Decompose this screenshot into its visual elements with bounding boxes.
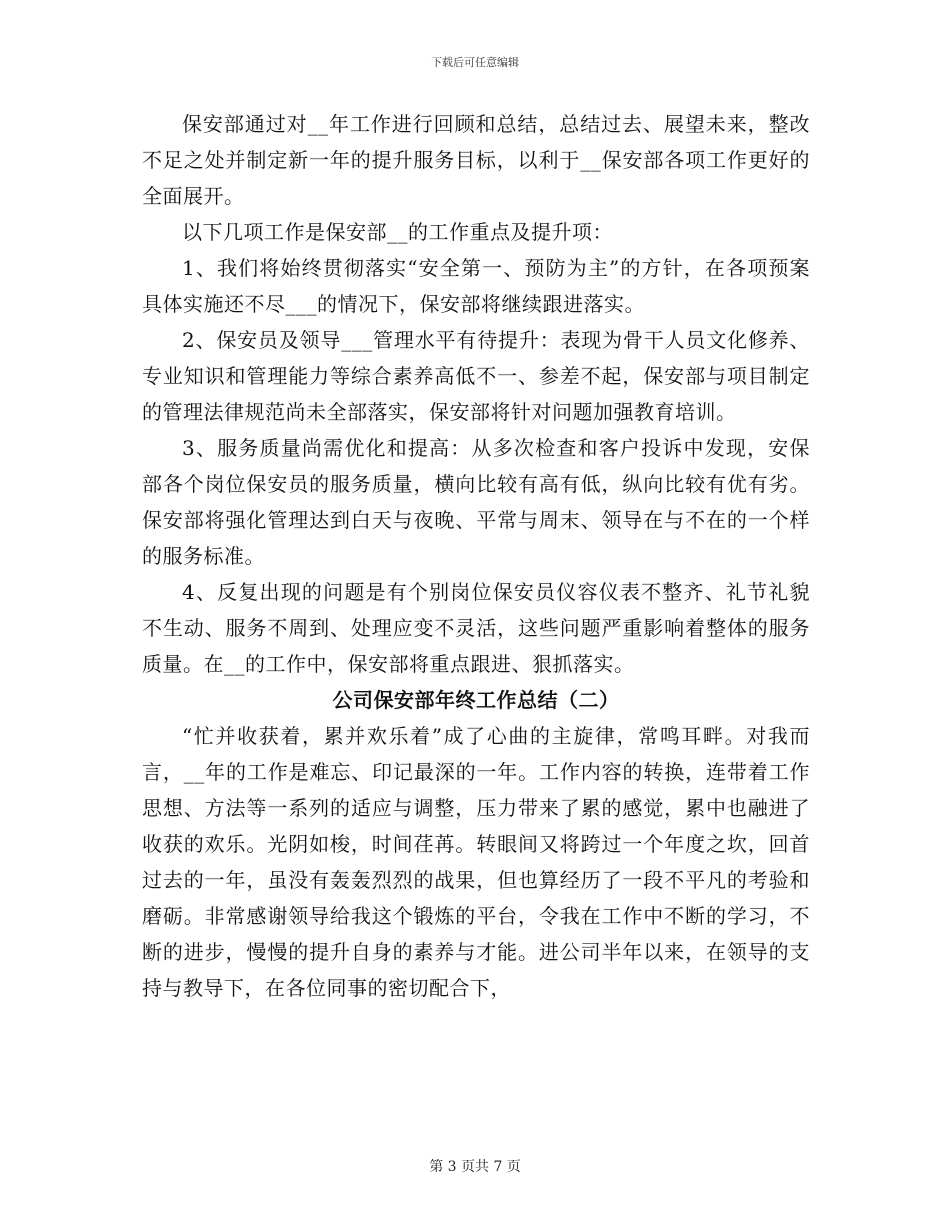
page-header: 下载后可任意编辑 [431,56,519,69]
section-title: 公司保安部年终工作总结（二） [332,688,620,712]
paragraph-item-1: 1、我们将始终贯彻落实“安全第一、预防为主”的方针，在各项预案具体实施还不尽___的情况下，保安部将继续跟进落实。 [142,256,810,316]
paragraph-item-2: 2、保安员及领导___管理水平有待提升：表现为骨干人员文化修养、专业知识和管理能力等综合素养高低不一、参差不起，保安部与项目制定的管理法律规范尚未全部落实，保安部将针对问题加强教育培训。 [142,328,810,424]
paragraph: “忙并收获着，累并欢乐着”成了心曲的主旋律，常鸣耳畔。对我而言，__年的工作是难忘、印记最深的一年。工作内容的转换，连带着工作思想、方法等一系列的适应与调整，压力带来了累的感觉，累中也融进了收获的欢乐。光阴如梭，时间荏苒。转眼间又将跨过一个年度之坎，回首过去的一年，虽没有轰轰烈烈的战果，但也算经历了一段不平凡的考验和磨砺。非常感谢领导给我这个锻炼的平台，令我在工作中不断的学习，不断的进步，慢慢的提升自身的素养与才能。进公司半年以来，在领导的支持与教导下，在各位同事的密切配合下， [142,724,810,1000]
paragraph: 以下几项工作是保安部__的工作重点及提升项： [182,220,613,244]
page-number: 第 3 页共 7 页 [429,1159,521,1175]
document-body [142,106,810,1006]
paragraph-item-4: 4、反复出现的问题是有个别岗位保安员仪容仪表不整齐、礼节礼貌不生动、服务不周到、处理应变不灵活，这些问题严重影响着整体的服务质量。在__的工作中，保安部将重点跟进、狠抓落实。 [142,580,810,676]
paragraph-item-3: 3、服务质量尚需优化和提高：从多次检查和客户投诉中发现，安保部各个岗位保安员的服务质量，横向比较有高有低，纵向比较有优有劣。保安部将强化管理达到白天与夜晚、平常与周末、领导在与不在的一个样的服务标准。 [142,436,810,568]
paragraph: 保安部通过对__年工作进行回顾和总结，总结过去、展望未来，整改不足之处并制定新一年的提升服务目标，以利于__保安部各项工作更好的全面展开。 [142,112,810,208]
